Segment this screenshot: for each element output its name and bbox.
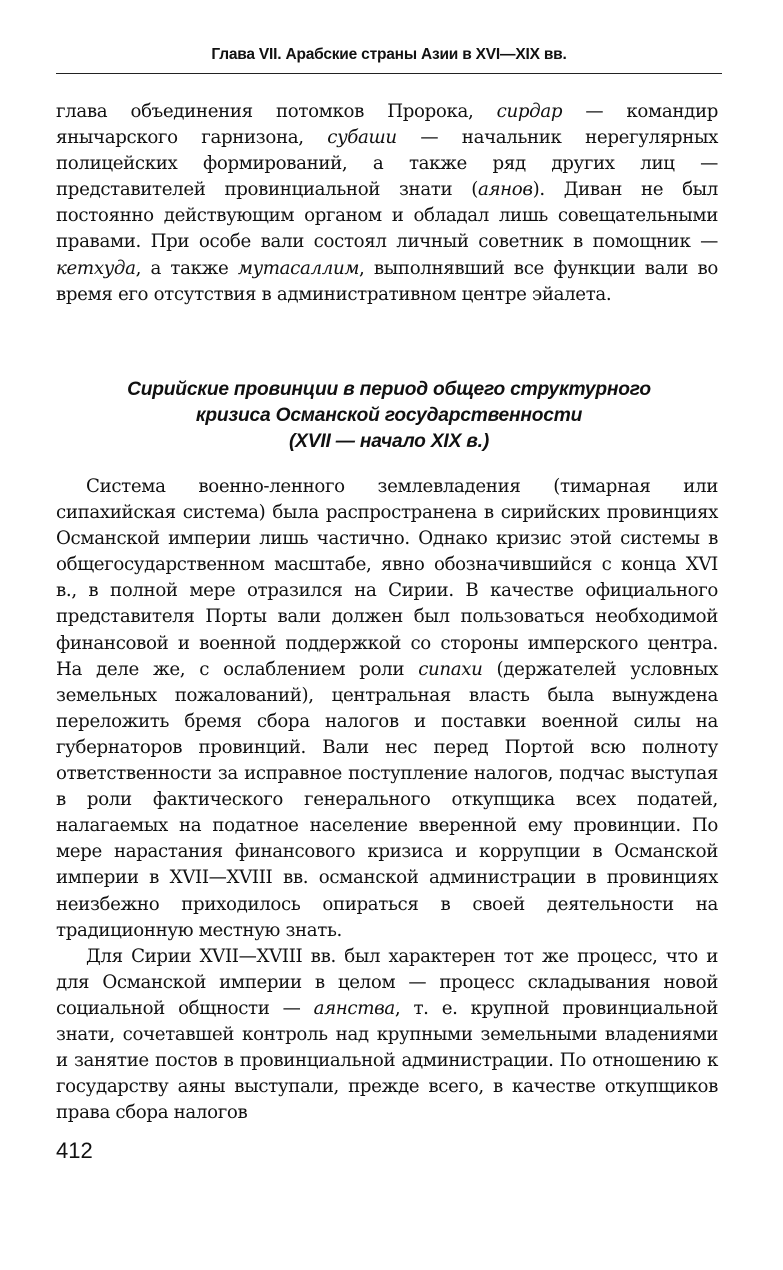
- term-mutasallim: мутасаллим: [237, 257, 360, 279]
- main-text-block: [56, 474, 718, 1126]
- text-run: ). Диван не был постоянно действующим органом и обладал лишь совещательными правами. При особе вали состоял личный советник в помощник —: [56, 179, 718, 253]
- header-rule: [56, 73, 722, 74]
- text-run: , а также: [135, 257, 238, 279]
- section-heading: [56, 377, 722, 455]
- section-heading-line-3: (XVII — начало XIX в.): [288, 431, 490, 452]
- paragraph-ayanstvo: [56, 944, 718, 1127]
- text-run: , т. е. крупной провинциальной знати, сочетавшей контроль над крупными земельными владениями и занятие постов в провинциальной администрации. По отношению к государству аяны выступали, прежде всего, в качестве откупщиков права сбора налогов: [56, 997, 718, 1124]
- text-run: — начальник нерегулярных полицейских формирований, а также ряд других лиц — представителей провинциальной знати (: [56, 127, 718, 201]
- text-run: Система военно-ленного землевладения (тимарная или сипахийская система) была распространена в сирийских провинциях Османской империи лишь частично. Однако кризис этой системы в общегосударственном масштабе, явно обозначившийся с конца XVI в., в полной мере отразился на Сирии. В качестве официального представителя Порты вали должен был пользоваться необходимой финансовой и военной поддержкой со стороны имперского центра. На деле же, с ослаблением роли: [56, 476, 718, 680]
- intro-paragraph-block: [56, 99, 718, 308]
- section-heading-line-2: кризиса Османской государственности: [195, 405, 583, 426]
- term-sirdar: сирдар: [496, 101, 563, 122]
- term-ayany: аянов: [477, 179, 533, 201]
- term-sipahi: сипахи: [418, 658, 483, 680]
- term-subashi: субаши: [327, 127, 397, 149]
- term-ketkhuda: кетхуда: [56, 257, 136, 279]
- text-run: , выполнявший все функции вали во время его отсутствия в административном центре эйалета.: [56, 257, 718, 305]
- text-run: — командир янычарского гарнизона,: [56, 101, 719, 149]
- section-heading-line-1: Сирийские провинции в период общего структурного: [127, 379, 651, 400]
- term-ayanstvo: аянства: [313, 997, 395, 1019]
- text-run: (держателей условных земельных пожалований), центральная власть была вынуждена переложить бремя сбора налогов и поставки военной силы на губернаторов провинций. Вали нес перед Портой всю полноту ответственности за исправное поступление налогов, подчас выступая в роли фактического генерального откупщика всех податей, налагаемых на податное население вверенной ему провинции. По мере нарастания финансового кризиса и коррупции в Османской империи в XVII—XVIII вв. османской администрации в провинциях неизбежно приходилось опираться в своей деятельности на традиционную местную знать.: [56, 658, 718, 941]
- text-run: глава объединения потомков Пророка,: [56, 101, 497, 122]
- running-title: Глава VII. Арабские страны Азии в XVI—XIX вв.: [211, 46, 567, 63]
- paragraph-timar-system: [56, 474, 718, 944]
- text-run: Для Сирии XVII—XVIII вв. был характерен тот же процесс, что и для Османской империи в целом — процесс складывания новой социальной общности —: [56, 945, 718, 1019]
- intro-paragraph: [56, 99, 718, 308]
- page-number: 412: [56, 1138, 93, 1163]
